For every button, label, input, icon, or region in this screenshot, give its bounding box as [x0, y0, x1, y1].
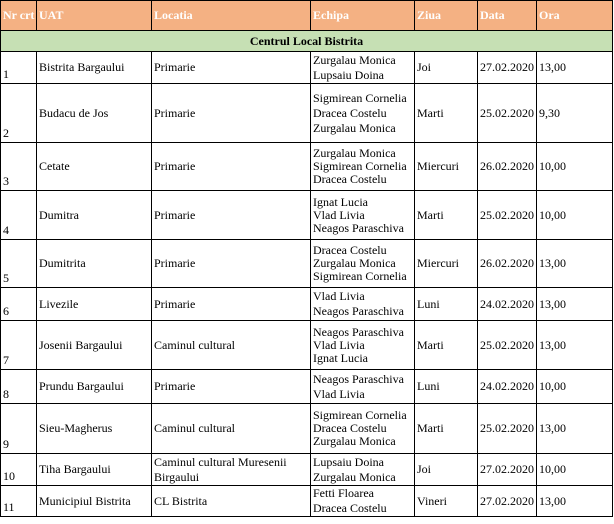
cell-ora: 10,00	[537, 454, 613, 486]
cell-data: 24.02.2020	[478, 288, 537, 321]
cell-uat: Budacu de Jos	[37, 84, 152, 143]
cell-ziua: Joi	[415, 454, 478, 486]
table-row	[1, 143, 613, 191]
cell-data: 24.02.2020	[478, 370, 537, 404]
cell-ora: 10,00	[537, 143, 613, 191]
cell-uat: Municipiul Bistrita	[37, 486, 152, 517]
header-uat: UAT	[37, 1, 152, 31]
cell-nr: 10	[1, 454, 37, 486]
cell-echipa	[311, 288, 415, 321]
cell-ziua: Marti	[415, 84, 478, 143]
cell-uat: Josenii Bargaului	[37, 321, 152, 370]
cell-ziua: Marti	[415, 321, 478, 370]
echipa-line: Ignat Lucia	[313, 350, 368, 365]
cell-nr: 2	[1, 84, 37, 143]
cell-data: 27.02.2020	[478, 486, 537, 517]
cell-uat: Bistrita Bargaului	[37, 52, 152, 84]
echipa-line: Lupsaiu Doina	[313, 454, 384, 469]
table-row	[1, 321, 613, 370]
cell-echipa	[311, 454, 415, 486]
cell-nr: 8	[1, 370, 37, 404]
cell-ziua: Miercuri	[415, 240, 478, 288]
cell-ziua: Vineri	[415, 486, 478, 517]
cell-data: 25.02.2020	[478, 404, 537, 454]
echipa-line: Neagos Paraschiva	[313, 371, 404, 386]
section-row	[1, 31, 613, 52]
cell-locatia: Primarie	[152, 143, 311, 191]
echipa-line: Dracea Costelu	[313, 243, 387, 257]
table-row	[1, 52, 613, 84]
cell-ora: 13,00	[537, 486, 613, 517]
echipa-line: Zurgalau Monica	[313, 469, 396, 484]
cell-echipa	[311, 240, 415, 288]
cell-uat: Tiha Bargaului	[37, 454, 152, 486]
echipa-line: Ignat Lucia	[313, 194, 368, 209]
echipa-line: Vlad Livia	[313, 207, 365, 222]
cell-locatia: Primarie	[152, 240, 311, 288]
cell-nr: 11	[1, 486, 37, 517]
cell-nr: 1	[1, 52, 37, 84]
cell-nr: 6	[1, 288, 37, 321]
table-row	[1, 404, 613, 454]
echipa-line: Zurgalau Monica	[313, 52, 396, 67]
cell-uat: Cetate	[37, 143, 152, 191]
table-row	[1, 240, 613, 288]
header-ziua: Ziua	[415, 1, 478, 31]
cell-echipa	[311, 486, 415, 517]
cell-nr: 5	[1, 240, 37, 288]
echipa-line: Zurgalau Monica	[313, 434, 396, 448]
cell-locatia: Primarie	[152, 84, 311, 143]
echipa-line: Sigmirean Cornelia	[313, 408, 407, 422]
header-locatia: Locatia	[152, 1, 311, 31]
cell-nr: 4	[1, 191, 37, 240]
cell-echipa	[311, 191, 415, 240]
cell-ziua: Marti	[415, 404, 478, 454]
cell-locatia: Caminul cultural	[152, 321, 311, 370]
cell-ora: 10,00	[537, 191, 613, 240]
cell-data: 27.02.2020	[478, 52, 537, 84]
cell-locatia: Caminul cultural	[152, 404, 311, 454]
table-row	[1, 370, 613, 404]
cell-ora: 10,00	[537, 370, 613, 404]
cell-echipa	[311, 84, 415, 143]
header-row	[1, 1, 613, 31]
echipa-line: Sigmirean Cornelia	[313, 269, 407, 283]
cell-uat: Livezile	[37, 288, 152, 321]
cell-data: 25.02.2020	[478, 191, 537, 240]
table-row	[1, 454, 613, 486]
header-data: Data	[478, 1, 537, 31]
locatia-line: Caminul cultural Muresenii	[154, 454, 287, 469]
echipa-line: Lupsaiu Doina	[313, 67, 384, 82]
cell-ora: 13,00	[537, 321, 613, 370]
table-row	[1, 288, 613, 321]
cell-uat: Sieu-Magherus	[37, 404, 152, 454]
cell-data: 26.02.2020	[478, 240, 537, 288]
echipa-line: Vlad Livia	[313, 386, 365, 401]
header-ora: Ora	[537, 1, 613, 31]
echipa-line: Neagos Paraschiva	[313, 304, 404, 318]
cell-ziua: Marti	[415, 191, 478, 240]
table-row	[1, 486, 613, 517]
section-title: Centrul Local Bistrita	[1, 31, 613, 52]
echipa-line: Fetti Floarea	[313, 486, 374, 500]
cell-locatia: Primarie	[152, 370, 311, 404]
cell-nr: 3	[1, 143, 37, 191]
cell-locatia: Primarie	[152, 52, 311, 84]
locatia-line: Birgaului	[154, 469, 200, 484]
cell-echipa	[311, 370, 415, 404]
echipa-line: Zurgalau Monica	[313, 120, 396, 135]
cell-locatia: CL Bistrita	[152, 486, 311, 517]
echipa-line: Neagos Paraschiva	[313, 220, 404, 235]
cell-ziua: Luni	[415, 370, 478, 404]
cell-echipa	[311, 321, 415, 370]
echipa-line: Dracea Costelu	[313, 172, 387, 186]
cell-uat: Dumitra	[37, 191, 152, 240]
cell-ora: 13,00	[537, 288, 613, 321]
cell-data: 25.02.2020	[478, 321, 537, 370]
cell-ora: 13,00	[537, 52, 613, 84]
cell-ora: 13,00	[537, 404, 613, 454]
echipa-line: Sigmirean Cornelia	[313, 90, 407, 105]
cell-ziua: Luni	[415, 288, 478, 321]
table-body	[1, 31, 613, 517]
echipa-line: Sigmirean Cornelia	[313, 159, 407, 173]
echipa-line: Vlad Livia	[313, 289, 365, 303]
cell-uat: Prundu Bargaului	[37, 370, 152, 404]
cell-locatia	[152, 454, 311, 486]
cell-ora: 9,30	[537, 84, 613, 143]
cell-ziua: Joi	[415, 52, 478, 84]
echipa-line: Vlad Livia	[313, 337, 365, 352]
cell-uat: Dumitrita	[37, 240, 152, 288]
cell-locatia: Primarie	[152, 288, 311, 321]
cell-echipa	[311, 52, 415, 84]
cell-nr: 9	[1, 404, 37, 454]
cell-data: 27.02.2020	[478, 454, 537, 486]
echipa-line: Dracea Costelu	[313, 105, 387, 120]
cell-data: 25.02.2020	[478, 84, 537, 143]
header-echipa: Echipa	[311, 1, 415, 31]
cell-ziua: Miercuri	[415, 143, 478, 191]
table-row	[1, 191, 613, 240]
table-row	[1, 84, 613, 143]
echipa-line: Neagos Paraschiva	[313, 324, 404, 339]
echipa-line: Zurgalau Monica	[313, 256, 396, 270]
cell-locatia: Primarie	[152, 191, 311, 240]
cell-ora: 13,00	[537, 240, 613, 288]
cell-echipa	[311, 404, 415, 454]
echipa-line: Dracea Costelu	[313, 421, 387, 435]
header-nr: Nr crt	[1, 1, 37, 31]
cell-nr: 7	[1, 321, 37, 370]
cell-data: 26.02.2020	[478, 143, 537, 191]
cell-echipa	[311, 143, 415, 191]
echipa-line: Zurgalau Monica	[313, 146, 396, 160]
echipa-line: Dracea Costelu	[313, 501, 387, 515]
